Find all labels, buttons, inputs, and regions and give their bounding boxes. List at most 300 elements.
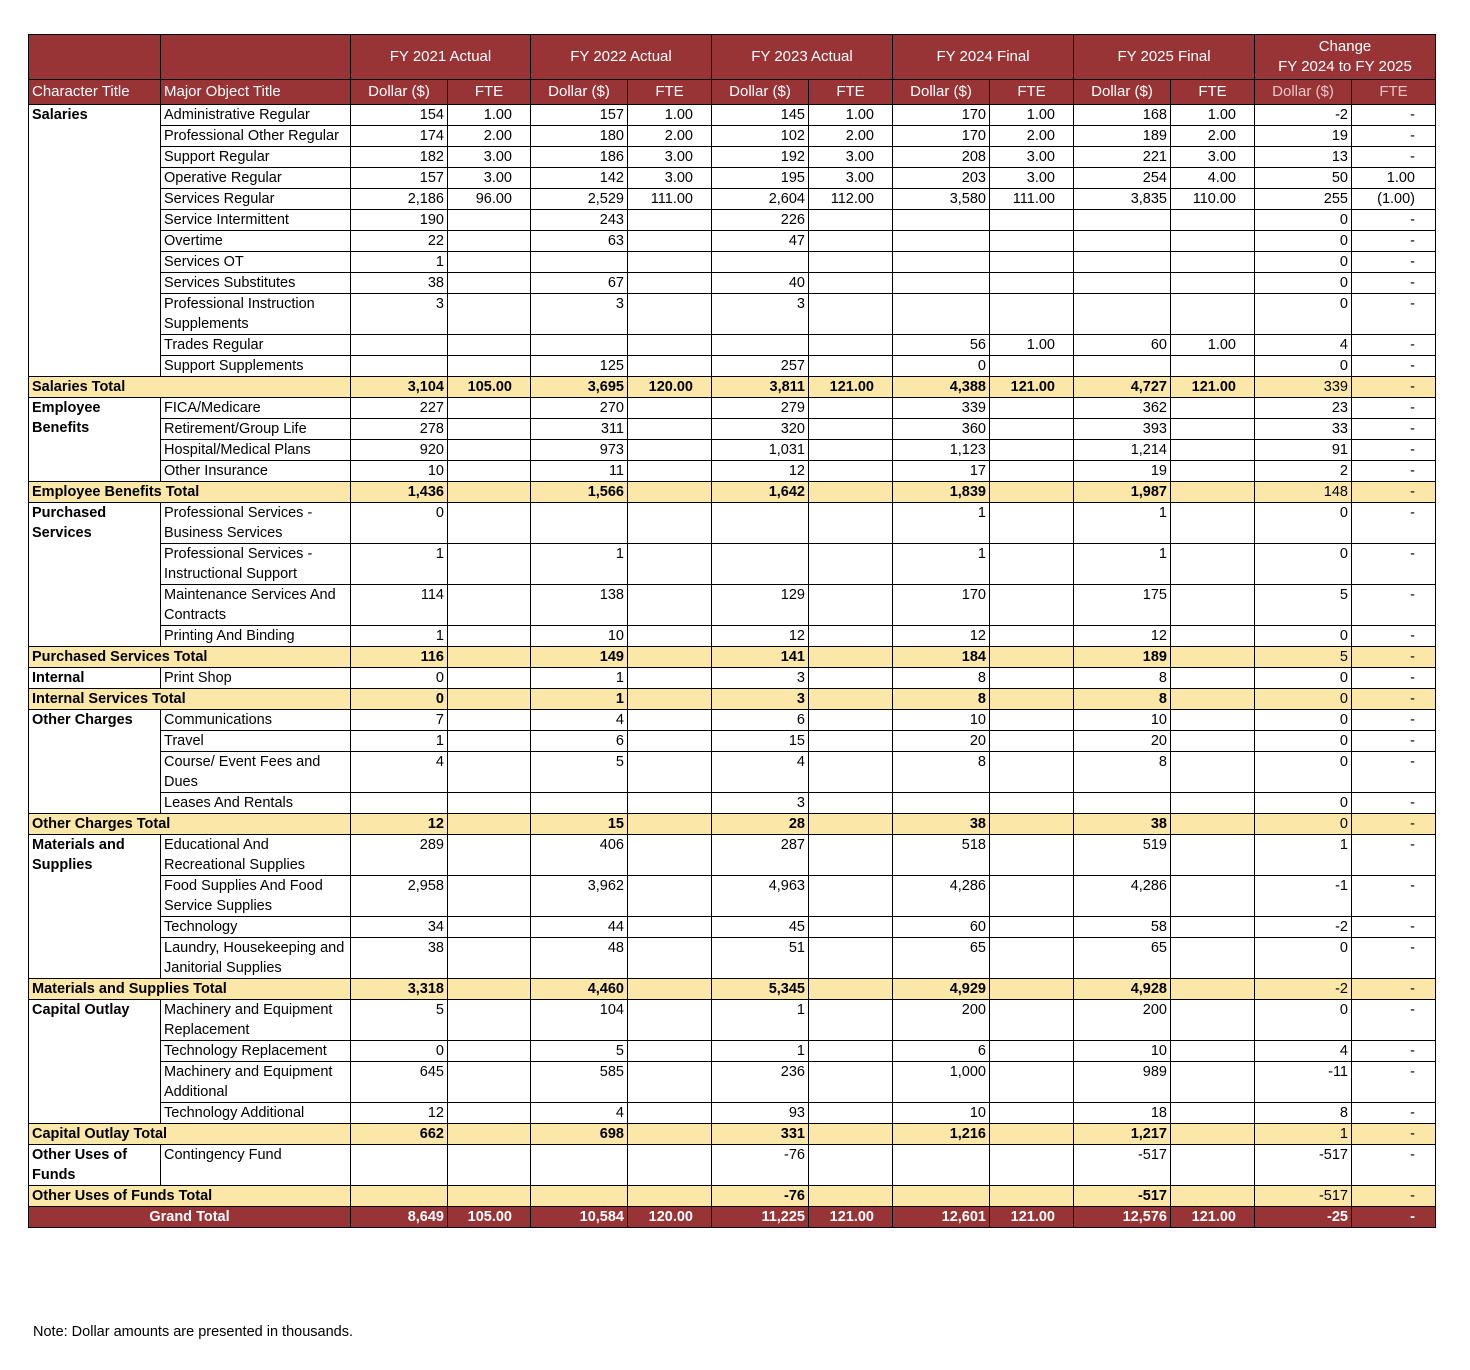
character-title-cell: Other Uses of Funds [29, 1145, 161, 1186]
fte-cell [990, 419, 1074, 440]
header-dollar: Dollar ($) [531, 80, 628, 105]
fte-cell [448, 1145, 531, 1186]
table-row [29, 398, 1436, 419]
dollar-cell: 67 [531, 273, 628, 294]
dollar-cell: 65 [893, 938, 990, 979]
fte-cell [448, 876, 531, 917]
dollar-cell: 58 [1074, 917, 1171, 938]
dollar-cell: 12 [712, 626, 809, 647]
subtotal-fte-cell [990, 1186, 1074, 1207]
table-row [29, 231, 1436, 252]
grand-total-dollar-cell: 12,601 [893, 1207, 990, 1228]
table-row [29, 273, 1436, 294]
fte-cell [990, 710, 1074, 731]
subtotal-fte-cell [628, 1186, 712, 1207]
major-object-title-cell: Operative Regular [161, 168, 351, 189]
dollar-cell: 4 [531, 710, 628, 731]
dollar-cell [1074, 273, 1171, 294]
fte-cell [990, 1062, 1074, 1103]
dollar-cell [893, 793, 990, 814]
fte-cell [628, 294, 712, 335]
fte-cell: 96.00 [448, 189, 531, 210]
fte-cell: 110.00 [1171, 189, 1255, 210]
fte-cell [448, 938, 531, 979]
subtotal-row [29, 814, 1436, 835]
change-fte-cell: - [1352, 335, 1436, 356]
dollar-cell: 1 [351, 626, 448, 647]
change-dollar-cell: 4 [1255, 335, 1352, 356]
subtotal-dollar-cell: 1,839 [893, 482, 990, 503]
fte-cell [1171, 252, 1255, 273]
dollar-cell: 45 [712, 917, 809, 938]
change-dollar-cell: 5 [1255, 585, 1352, 626]
dollar-cell [1074, 294, 1171, 335]
dollar-cell: 65 [1074, 938, 1171, 979]
dollar-cell [531, 335, 628, 356]
major-object-title-cell: Print Shop [161, 668, 351, 689]
fte-cell [809, 835, 893, 876]
grand-total-dollar-cell: 11,225 [712, 1207, 809, 1228]
subtotal-dollar-cell: 38 [893, 814, 990, 835]
table-row [29, 1041, 1436, 1062]
change-fte-cell: - [1352, 1041, 1436, 1062]
dollar-cell: 12 [351, 1103, 448, 1124]
header-fte: FTE [809, 80, 893, 105]
subtotal-fte-cell [628, 814, 712, 835]
fte-cell [448, 835, 531, 876]
major-object-title-cell: Technology Replacement [161, 1041, 351, 1062]
subtotal-label: Materials and Supplies Total [29, 979, 351, 1000]
header-change-dollar: Dollar ($) [1255, 80, 1352, 105]
dollar-cell: 2,529 [531, 189, 628, 210]
fte-cell [809, 626, 893, 647]
dollar-cell: 289 [351, 835, 448, 876]
fte-cell [1171, 668, 1255, 689]
fte-cell [628, 835, 712, 876]
dollar-cell: 2,604 [712, 189, 809, 210]
dollar-cell: 18 [1074, 1103, 1171, 1124]
fte-cell [1171, 419, 1255, 440]
table-row [29, 585, 1436, 626]
dollar-cell [531, 503, 628, 544]
fte-cell: 3.00 [448, 168, 531, 189]
subtotal-fte-cell [809, 814, 893, 835]
dollar-cell [1074, 252, 1171, 273]
major-object-title-cell: Retirement/Group Life [161, 419, 351, 440]
subtotal-change-dollar-cell: 5 [1255, 647, 1352, 668]
fte-cell [448, 1103, 531, 1124]
fte-cell: 2.00 [628, 126, 712, 147]
dollar-cell: 1 [1074, 544, 1171, 585]
fte-cell [990, 876, 1074, 917]
budget-table-container [28, 34, 1436, 1228]
subtotal-fte-cell [628, 979, 712, 1000]
dollar-cell: 44 [531, 917, 628, 938]
change-dollar-cell: 8 [1255, 1103, 1352, 1124]
fte-cell [448, 793, 531, 814]
fte-cell [628, 938, 712, 979]
fte-cell [990, 917, 1074, 938]
subtotal-fte-cell [809, 1124, 893, 1145]
fte-cell [628, 1041, 712, 1062]
header-year: FY 2023 Actual [712, 35, 893, 80]
change-fte-cell: - [1352, 294, 1436, 335]
fte-cell: 111.00 [628, 189, 712, 210]
change-fte-cell: - [1352, 793, 1436, 814]
dollar-cell: 1 [1074, 503, 1171, 544]
table-row [29, 835, 1436, 876]
major-object-title-cell: Professional Other Regular [161, 126, 351, 147]
table-row [29, 252, 1436, 273]
dollar-cell: 362 [1074, 398, 1171, 419]
dollar-cell: 5 [531, 1041, 628, 1062]
dollar-cell: -76 [712, 1145, 809, 1186]
table-row [29, 168, 1436, 189]
fte-cell [990, 1145, 1074, 1186]
fte-cell [809, 440, 893, 461]
fte-cell [809, 731, 893, 752]
dollar-cell: -517 [1074, 1145, 1171, 1186]
fte-cell [809, 1000, 893, 1041]
subtotal-fte-cell [628, 647, 712, 668]
change-dollar-cell: -2 [1255, 105, 1352, 126]
header-dollar: Dollar ($) [1074, 80, 1171, 105]
dollar-cell: 0 [351, 503, 448, 544]
change-fte-cell: - [1352, 210, 1436, 231]
fte-cell [1171, 294, 1255, 335]
dollar-cell: 1 [351, 544, 448, 585]
major-object-title-cell: Support Supplements [161, 356, 351, 377]
fte-cell [1171, 752, 1255, 793]
fte-cell [1171, 793, 1255, 814]
fte-cell [990, 585, 1074, 626]
subtotal-change-dollar-cell: 0 [1255, 814, 1352, 835]
subtotal-dollar-cell: 4,928 [1074, 979, 1171, 1000]
major-object-title-cell: FICA/Medicare [161, 398, 351, 419]
dollar-cell: 1 [893, 503, 990, 544]
character-title-cell: Capital Outlay [29, 1000, 161, 1124]
header-year: FY 2022 Actual [531, 35, 712, 80]
fte-cell [809, 1062, 893, 1103]
subtotal-fte-cell [628, 1124, 712, 1145]
fte-cell [448, 419, 531, 440]
fte-cell [990, 210, 1074, 231]
table-row [29, 126, 1436, 147]
major-object-title-cell: Food Supplies And Food Service Supplies [161, 876, 351, 917]
dollar-cell: 22 [351, 231, 448, 252]
dollar-cell: 360 [893, 419, 990, 440]
fte-cell [1171, 398, 1255, 419]
fte-cell [1171, 461, 1255, 482]
dollar-cell: 254 [1074, 168, 1171, 189]
dollar-cell: 145 [712, 105, 809, 126]
character-title-cell: Purchased Services [29, 503, 161, 647]
dollar-cell: 1,123 [893, 440, 990, 461]
major-object-title-cell: Technology Additional [161, 1103, 351, 1124]
dollar-cell: 226 [712, 210, 809, 231]
major-object-title-cell: Maintenance Services And Contracts [161, 585, 351, 626]
table-row [29, 356, 1436, 377]
fte-cell [628, 793, 712, 814]
fte-cell [809, 294, 893, 335]
subtotal-fte-cell [990, 814, 1074, 835]
change-dollar-cell: 0 [1255, 626, 1352, 647]
grand-total-fte-cell: 121.00 [990, 1207, 1074, 1228]
dollar-cell: 0 [351, 668, 448, 689]
subtotal-dollar-cell: 698 [531, 1124, 628, 1145]
dollar-cell: 4,286 [893, 876, 990, 917]
subtotal-dollar-cell: 4,727 [1074, 377, 1171, 398]
fte-cell [1171, 1103, 1255, 1124]
change-dollar-cell: 0 [1255, 273, 1352, 294]
dollar-cell [712, 544, 809, 585]
dollar-cell: 4,963 [712, 876, 809, 917]
table-row [29, 147, 1436, 168]
dollar-cell: 221 [1074, 147, 1171, 168]
header-change-fte: FTE [1352, 80, 1436, 105]
subtotal-dollar-cell: 1,642 [712, 482, 809, 503]
major-object-title-cell: Services OT [161, 252, 351, 273]
change-fte-cell: - [1352, 419, 1436, 440]
subtotal-label: Other Charges Total [29, 814, 351, 835]
change-dollar-cell: 0 [1255, 503, 1352, 544]
fte-cell [809, 231, 893, 252]
fte-cell: 4.00 [1171, 168, 1255, 189]
dollar-cell: 63 [531, 231, 628, 252]
change-dollar-cell: 0 [1255, 1000, 1352, 1041]
subtotal-dollar-cell: 3,104 [351, 377, 448, 398]
fte-cell [628, 461, 712, 482]
fte-cell [628, 273, 712, 294]
grand-total-label: Grand Total [29, 1207, 351, 1228]
table-row [29, 938, 1436, 979]
dollar-cell: 6 [893, 1041, 990, 1062]
dollar-cell [351, 793, 448, 814]
subtotal-change-dollar-cell: 339 [1255, 377, 1352, 398]
dollar-cell: 0 [351, 1041, 448, 1062]
fte-cell [448, 461, 531, 482]
fte-cell: 3.00 [628, 147, 712, 168]
dollar-cell [351, 1145, 448, 1186]
dollar-cell: 257 [712, 356, 809, 377]
change-dollar-cell: 0 [1255, 294, 1352, 335]
subtotal-dollar-cell: 0 [351, 689, 448, 710]
dollar-cell: 8 [1074, 752, 1171, 793]
fte-cell [990, 835, 1074, 876]
dollar-cell: 1 [351, 731, 448, 752]
dollar-cell: 4 [712, 752, 809, 793]
subtotal-fte-cell: 121.00 [1171, 377, 1255, 398]
dollar-cell: 243 [531, 210, 628, 231]
grand-total-dollar-cell: 8,649 [351, 1207, 448, 1228]
fte-cell [448, 440, 531, 461]
table-row [29, 1062, 1436, 1103]
fte-cell [448, 544, 531, 585]
dollar-cell: 34 [351, 917, 448, 938]
dollar-cell: 10 [1074, 710, 1171, 731]
dollar-cell: 339 [893, 398, 990, 419]
fte-cell [1171, 503, 1255, 544]
table-row [29, 1103, 1436, 1124]
subtotal-change-fte-cell: - [1352, 377, 1436, 398]
fte-cell [1171, 1000, 1255, 1041]
dollar-cell: 973 [531, 440, 628, 461]
change-fte-cell: - [1352, 1062, 1436, 1103]
subtotal-fte-cell [628, 689, 712, 710]
dollar-cell: 8 [893, 752, 990, 793]
major-object-title-cell: Communications [161, 710, 351, 731]
fte-cell: 3.00 [990, 147, 1074, 168]
change-dollar-cell: 23 [1255, 398, 1352, 419]
fte-cell [990, 938, 1074, 979]
table-row [29, 1000, 1436, 1041]
dollar-cell [1074, 793, 1171, 814]
fte-cell [809, 1041, 893, 1062]
dollar-cell [531, 252, 628, 273]
subtotal-dollar-cell: 8 [893, 689, 990, 710]
change-fte-cell: - [1352, 668, 1436, 689]
fte-cell [809, 752, 893, 793]
change-dollar-cell: -1 [1255, 876, 1352, 917]
dollar-cell [351, 356, 448, 377]
fte-cell: 2.00 [990, 126, 1074, 147]
change-fte-cell: - [1352, 1103, 1436, 1124]
subtotal-dollar-cell: 28 [712, 814, 809, 835]
subtotal-change-fte-cell: - [1352, 482, 1436, 503]
major-object-title-cell: Leases And Rentals [161, 793, 351, 814]
subtotal-dollar-cell: 1,987 [1074, 482, 1171, 503]
grand-total-fte-cell: 105.00 [448, 1207, 531, 1228]
fte-cell [1171, 938, 1255, 979]
dollar-cell: 170 [893, 105, 990, 126]
dollar-cell: 180 [531, 126, 628, 147]
fte-cell [1171, 1145, 1255, 1186]
grand-total-row [29, 1207, 1436, 1228]
change-fte-cell: - [1352, 1000, 1436, 1041]
fte-cell: 2.00 [809, 126, 893, 147]
subtotal-fte-cell [809, 1186, 893, 1207]
subtotal-fte-cell [448, 647, 531, 668]
change-dollar-cell: 0 [1255, 668, 1352, 689]
fte-cell [990, 252, 1074, 273]
major-object-title-cell: Technology [161, 917, 351, 938]
change-dollar-cell: 255 [1255, 189, 1352, 210]
major-object-title-cell: Services Substitutes [161, 273, 351, 294]
dollar-cell: 157 [351, 168, 448, 189]
grand-total-fte-cell: 121.00 [1171, 1207, 1255, 1228]
fte-cell [990, 503, 1074, 544]
subtotal-change-fte-cell: - [1352, 814, 1436, 835]
dollar-cell: 0 [893, 356, 990, 377]
fte-cell [628, 585, 712, 626]
change-fte-cell: - [1352, 544, 1436, 585]
subtotal-fte-cell [1171, 1186, 1255, 1207]
major-object-title-cell: Contingency Fund [161, 1145, 351, 1186]
subtotal-fte-cell [448, 814, 531, 835]
table-row [29, 440, 1436, 461]
subtotal-fte-cell: 120.00 [628, 377, 712, 398]
dollar-cell: 157 [531, 105, 628, 126]
dollar-cell: 1 [531, 668, 628, 689]
fte-cell [990, 793, 1074, 814]
subtotal-change-fte-cell: - [1352, 1186, 1436, 1207]
dollar-cell: 12 [1074, 626, 1171, 647]
fte-cell: 3.00 [809, 168, 893, 189]
header-major-object-title: Major Object Title [161, 80, 351, 105]
dollar-cell: 7 [351, 710, 448, 731]
change-fte-cell: - [1352, 938, 1436, 979]
fte-cell [628, 440, 712, 461]
subtotal-row [29, 647, 1436, 668]
dollar-cell: 320 [712, 419, 809, 440]
subtotal-dollar-cell: 662 [351, 1124, 448, 1145]
dollar-cell: 519 [1074, 835, 1171, 876]
fte-cell [448, 626, 531, 647]
subtotal-dollar-cell: 149 [531, 647, 628, 668]
dollar-cell: 40 [712, 273, 809, 294]
character-title-cell: Internal [29, 668, 161, 689]
fte-cell [809, 585, 893, 626]
fte-cell [1171, 1041, 1255, 1062]
fte-cell [990, 231, 1074, 252]
change-fte-cell: - [1352, 398, 1436, 419]
subtotal-row [29, 979, 1436, 1000]
fte-cell [1171, 585, 1255, 626]
subtotal-label: Capital Outlay Total [29, 1124, 351, 1145]
change-fte-cell: - [1352, 710, 1436, 731]
fte-cell: 3.00 [628, 168, 712, 189]
grand-total-fte-cell: 121.00 [809, 1207, 893, 1228]
table-row [29, 189, 1436, 210]
dollar-cell: 182 [351, 147, 448, 168]
change-dollar-cell: 0 [1255, 710, 1352, 731]
dollar-cell: 195 [712, 168, 809, 189]
dollar-cell: 102 [712, 126, 809, 147]
fte-cell [628, 626, 712, 647]
change-fte-cell: - [1352, 273, 1436, 294]
change-fte-cell: - [1352, 356, 1436, 377]
fte-cell [628, 1145, 712, 1186]
fte-cell [1171, 731, 1255, 752]
major-object-title-cell: Printing And Binding [161, 626, 351, 647]
dollar-cell: 154 [351, 105, 448, 126]
change-dollar-cell: 1 [1255, 835, 1352, 876]
dollar-cell: 200 [893, 1000, 990, 1041]
subtotal-change-dollar-cell: -517 [1255, 1186, 1352, 1207]
subtotal-dollar-cell: 1 [531, 689, 628, 710]
subtotal-dollar-cell: 1,436 [351, 482, 448, 503]
change-fte-cell: - [1352, 126, 1436, 147]
fte-cell [990, 1103, 1074, 1124]
change-dollar-cell: -11 [1255, 1062, 1352, 1103]
dollar-cell: 20 [893, 731, 990, 752]
dollar-cell: 518 [893, 835, 990, 876]
fte-cell [448, 294, 531, 335]
subtotal-fte-cell [809, 482, 893, 503]
fte-cell [448, 1000, 531, 1041]
change-dollar-cell: 91 [1255, 440, 1352, 461]
fte-cell [809, 668, 893, 689]
dollar-cell: 1 [893, 544, 990, 585]
major-object-title-cell: Hospital/Medical Plans [161, 440, 351, 461]
header-year: FY 2021 Actual [351, 35, 531, 80]
header-blank [161, 35, 351, 80]
dollar-cell [893, 231, 990, 252]
subtotal-dollar-cell [351, 1186, 448, 1207]
table-row [29, 419, 1436, 440]
fte-cell: 2.00 [1171, 126, 1255, 147]
major-object-title-cell: Educational And Recreational Supplies [161, 835, 351, 876]
